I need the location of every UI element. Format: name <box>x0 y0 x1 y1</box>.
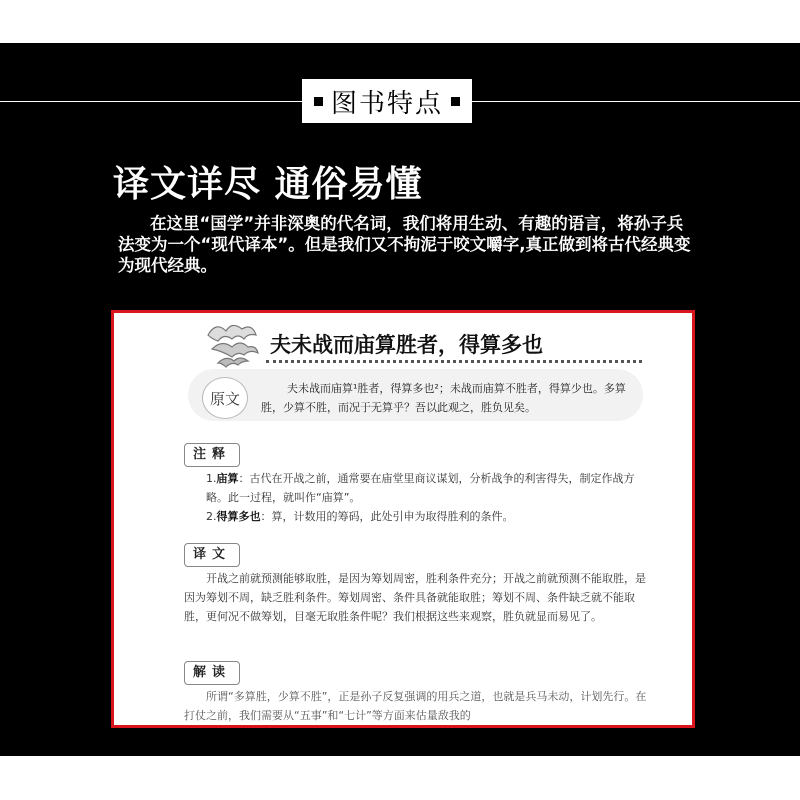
book-page-sample <box>111 310 695 728</box>
interpretation-label: 解读 <box>184 661 240 685</box>
square-bullet-icon <box>451 97 460 106</box>
dotted-rule <box>266 360 642 363</box>
note-number: 2. <box>206 510 217 523</box>
note-number: 1. <box>206 472 217 485</box>
feature-title: 图书特点 <box>330 88 443 119</box>
translation-label: 译文 <box>184 543 240 567</box>
auspicious-cloud-icon <box>198 315 268 375</box>
feature-title-box <box>302 79 472 123</box>
translation-text: 开战之前就预测能够取胜，是因为筹划周密，胜利条件充分；开战之前就预测不能取胜，是因为筹划不周，缺乏胜利条件。筹划周密、条件具备就能取胜；筹划不周、条件缺乏就不能取胜，更何况不做筹划，目毫无取胜条件呢？我们根据这些来观察，胜负就显而易见了。 <box>184 572 646 623</box>
note-text: ：古代在开战之前，通常要在庙堂里商议谋划，分析战争的利害得失，制定作战方略。此一过程，就叫作“庙算”。 <box>206 472 635 504</box>
interpretation-text: 所谓“多算胜，少算不胜”，正是孙子反复强调的用兵之道，也就是兵马未动，计划先行。在打仗之前，我们需要从“五事”和“七计”等方面来估量敌我的 <box>184 690 647 722</box>
section-title: 夫未战而庙算胜者，得算多也 <box>270 333 543 357</box>
headline: 译文详尽 通俗易懂 <box>113 164 423 205</box>
divider-right <box>472 101 800 102</box>
notes-list <box>206 469 648 526</box>
note-item <box>206 507 648 526</box>
divider-left <box>0 101 302 102</box>
note-text: ：算，计数用的筹码，此处引申为取得胜利的条件。 <box>260 510 514 523</box>
notes-label: 注释 <box>184 443 240 467</box>
intro-paragraph: 在这里“国学”并非深奥的代名词，我们将用生动、有趣的语言，将孙子兵法变为一个“现代译本”。但是我们又不拘泥于咬文嚼字,真正做到将古代经典变为现代经典。 <box>118 214 691 275</box>
original-text: 夫未战而庙算¹胜者，得算多也²；未战而庙算不胜者，得算少也。多算胜，少算不胜，而况于无算乎？吾以此观之，胜负见矣。 <box>261 382 626 414</box>
note-item <box>206 469 648 507</box>
original-label: 原文 <box>202 377 248 419</box>
square-bullet-icon <box>314 97 323 106</box>
note-term: 得算多也 <box>216 510 261 523</box>
note-term: 庙算 <box>216 472 239 485</box>
